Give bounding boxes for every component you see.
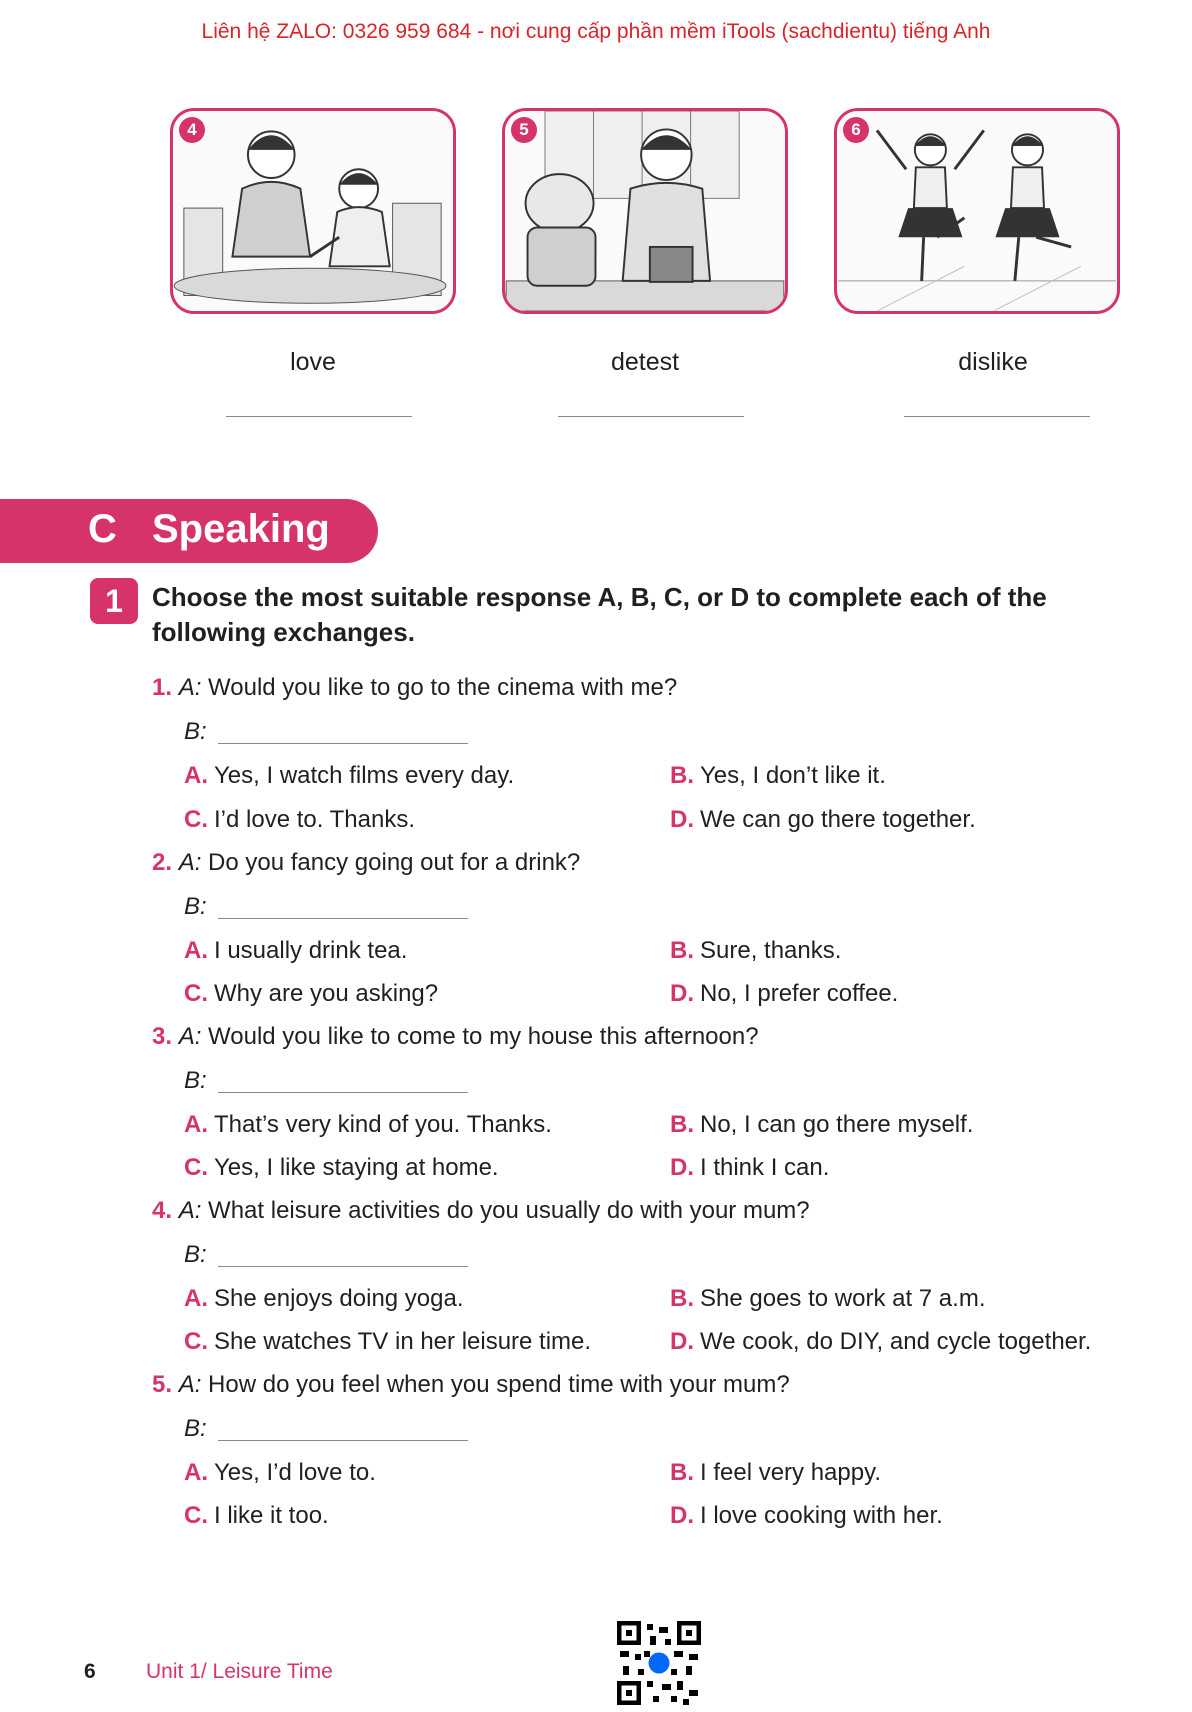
task-instruction: Choose the most suitable response A, B, C, or D to complete each of the following exchanges. [152, 582, 1047, 647]
girls-dancing-illustration [837, 111, 1117, 311]
option-c[interactable]: C. Why are you asking? [184, 980, 439, 1007]
option-b[interactable]: B. She goes to work at 7 a.m. [670, 1285, 986, 1312]
question-number: 1. [152, 674, 173, 701]
picture-boy-rice-cooker [502, 108, 788, 314]
page-number: 6 [84, 1660, 96, 1683]
option-b[interactable]: B. Yes, I don’t like it. [670, 762, 886, 789]
response-blank[interactable] [218, 1440, 468, 1441]
option-a[interactable]: A. Yes, I watch films every day. [184, 762, 515, 789]
option-d[interactable]: D. We can go there together. [670, 806, 976, 833]
speaker-a: A: [178, 849, 202, 876]
speaker-a: A: [178, 1197, 202, 1224]
option-c[interactable]: C. I like it too. [184, 1502, 329, 1529]
question-prompt: How do you feel when you spend time with your mum? [208, 1371, 790, 1398]
contact-line: Liên hệ ZALO: 0326 959 684 - nơi cung cấp phần mềm iTools (sachdientu) tiếng Anh [201, 20, 991, 43]
father-son-illustration [173, 111, 453, 311]
picture-word-6: dislike [958, 348, 1028, 376]
option-b[interactable]: B. Sure, thanks. [670, 937, 842, 964]
section-letter: C [88, 507, 117, 551]
speaker-b: B: [184, 1067, 207, 1094]
option-a[interactable]: A. She enjoys doing yoga. [184, 1285, 464, 1312]
option-a[interactable]: A. That’s very kind of you. Thanks. [184, 1111, 552, 1138]
answer-line-4[interactable] [226, 416, 412, 417]
picture-number: 6 [843, 117, 869, 143]
question-4 [152, 1197, 810, 1225]
qr-code-icon[interactable] [614, 1618, 704, 1708]
picture-father-son-craft [170, 108, 456, 314]
question-prompt: Do you fancy going out for a drink? [208, 849, 581, 876]
question-number: 4. [152, 1197, 173, 1224]
speaker-b: B: [184, 893, 207, 920]
picture-number: 5 [511, 117, 537, 143]
question-prompt: What leisure activities do you usually do with your mum? [208, 1197, 810, 1224]
option-d[interactable]: D. I love cooking with her. [670, 1502, 943, 1529]
option-c[interactable]: C. I’d love to. Thanks. [184, 806, 415, 833]
question-number: 5. [152, 1371, 173, 1398]
picture-number: 4 [179, 117, 205, 143]
question-number: 2. [152, 849, 173, 876]
unit-title: Unit 1/ Leisure Time [146, 1660, 333, 1683]
question-3 [152, 1023, 759, 1051]
question-prompt: Would you like to go to the cinema with me? [208, 674, 678, 701]
picture-word-5: detest [610, 348, 680, 376]
task-number-badge: 1 [90, 578, 138, 624]
response-blank[interactable] [218, 918, 468, 919]
option-d[interactable]: D. We cook, do DIY, and cycle together. [670, 1328, 1092, 1355]
option-b[interactable]: B. No, I can go there myself. [670, 1111, 974, 1138]
option-d[interactable]: D. I think I can. [670, 1154, 830, 1181]
speaker-a: A: [178, 1023, 202, 1050]
speaker-a: A: [178, 674, 202, 701]
option-b[interactable]: B. I feel very happy. [670, 1459, 881, 1486]
question-2 [152, 849, 580, 877]
picture-girls-dancing [834, 108, 1120, 314]
option-a[interactable]: A. Yes, I’d love to. [184, 1459, 376, 1486]
speaker-b: B: [184, 1415, 207, 1442]
section-title: Speaking [152, 507, 330, 551]
answer-line-6[interactable] [904, 416, 1090, 417]
question-prompt: Would you like to come to my house this afternoon? [208, 1023, 759, 1050]
response-blank[interactable] [218, 743, 468, 744]
speaker-b: B: [184, 1241, 207, 1268]
response-blank[interactable] [218, 1092, 468, 1093]
option-d[interactable]: D. No, I prefer coffee. [670, 980, 899, 1007]
option-a[interactable]: A. I usually drink tea. [184, 937, 408, 964]
section-banner [0, 499, 378, 563]
question-5 [152, 1371, 790, 1399]
question-number: 3. [152, 1023, 173, 1050]
response-blank[interactable] [218, 1266, 468, 1267]
answer-line-5[interactable] [558, 416, 744, 417]
speaker-a: A: [178, 1371, 202, 1398]
option-c[interactable]: C. She watches TV in her leisure time. [184, 1328, 592, 1355]
question-1 [152, 674, 677, 702]
speaker-b: B: [184, 718, 207, 745]
picture-word-4: love [290, 348, 336, 376]
boy-cooking-illustration [505, 111, 785, 311]
option-c[interactable]: C. Yes, I like staying at home. [184, 1154, 499, 1181]
